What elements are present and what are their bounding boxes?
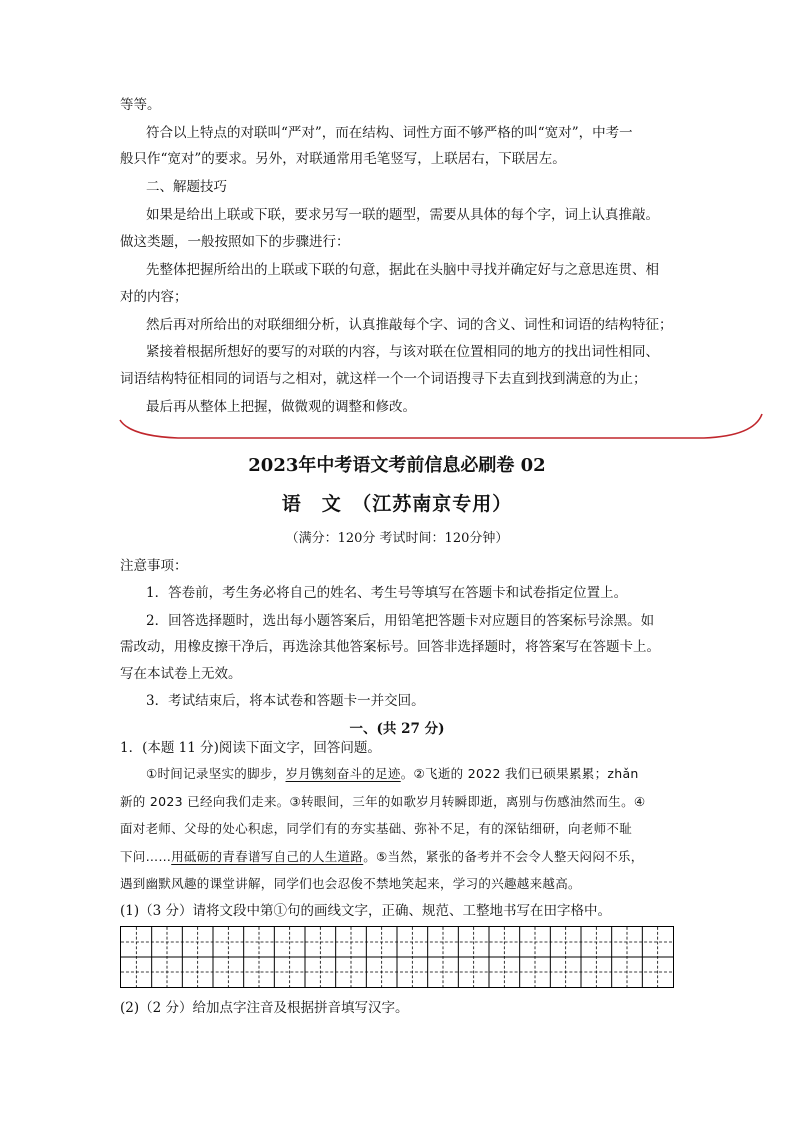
exam-title: 2023年中考语文考前信息必刷卷 02 [248, 455, 546, 476]
notice-item: 需改动，用橡皮擦干净后，再选涂其他答案标号。回答非选择题时，将答案写在答题卡上。 [120, 639, 660, 655]
red-curve-divider [118, 400, 764, 446]
passage-line: 遇到幽默风趣的课堂讲解，同学们也会忍俊不禁地笑起来，学习的兴趣越来越高。 [120, 876, 581, 891]
question-item: (1)（3 分）请将文段中第①句的画线文字，正确、规范、工整地书写在田字格中。 [120, 903, 612, 919]
passage-line [120, 848, 680, 866]
notice-heading: 注意事项： [120, 558, 188, 574]
paragraph-line: 般只作“宽对”的要求。另外，对联通常用毛笔竖写，上联居右，下联居左。 [120, 151, 566, 167]
tianzige-grid[interactable] [120, 926, 674, 988]
passage-line: 新的 2023 已经向我们走来。③转眼间，三年的如歌岁月转瞬即逝，离别与伤感油然而生。④ [120, 794, 646, 809]
paragraph-line: 词语结构特征相同的词语与之相对，就这样一个一个词语搜寻下去直到找到满意的为止； [120, 371, 647, 387]
paragraph-line: 最后再从整体上把握，做微观的调整和修改。 [146, 399, 416, 415]
notice-item: 写在本试卷上无效。 [120, 666, 242, 682]
paragraph-line: 先整体把握所给出的上联或下联的句意，据此在头脑中寻找并确定好与之意思连贯、相 [146, 262, 659, 278]
notice-item: 2．回答选择题时，选出每小题答案后，用铅笔把答题卡对应题目的答案标号涂黑。如 [146, 613, 655, 629]
paragraph-line: 紧接着根据所想好的要写的对联的内容，与该对联在位置相同的地方的找出词性相同、 [146, 344, 659, 360]
question-stem: 1．(本题 11 分)阅读下面文字，回答问题。 [120, 740, 381, 756]
paragraph-line: 做这类题，一般按照如下的步骤进行： [120, 234, 350, 250]
passage-text: 。⑤当然，紧张的备考并不会令人整天闷闷不乐， [363, 849, 644, 864]
exam-meta: （满分：120分 考试时间：120分钟） [285, 531, 509, 546]
passage-text: ①时间记录坚实的脚步， [146, 766, 286, 781]
passage-line [146, 765, 706, 783]
paragraph-line: 如果是给出上联或下联，要求另写一联的题型，需要从具体的每个字，词上认真推敲。 [146, 207, 659, 223]
paragraph-line: 符合以上特点的对联叫“严对”，而在结构、词性方面不够严格的叫“宽对”，中考一 [146, 125, 633, 141]
paragraph-line: 然后再对所给出的对联细细分析，认真推敲每个字、词的含义、词性和词语的结构特征； [146, 317, 673, 333]
notice-item: 1．答卷前，考生务必将自己的姓名、考生号等填写在答题卡和试卷指定位置上。 [146, 585, 628, 601]
part-heading: 一、(共 27 分) [349, 721, 445, 737]
underlined-text: 岁月镌刻奋斗的足迹 [285, 766, 401, 781]
passage-line: 面对老师、父母的处心积虑，同学们有的夯实基础、弥补不足，有的深钻细研，向老师不耻 [120, 821, 633, 836]
paragraph-line: 对的内容； [120, 289, 188, 305]
section-heading: 二、解题技巧 [146, 179, 227, 195]
notice-item: 3．考试结束后，将本试卷和答题卡一并交回。 [146, 693, 425, 709]
passage-text: 下问…… [120, 849, 172, 864]
question-item: (2)（2 分）给加点字注音及根据拼音填写汉字。 [120, 1000, 409, 1016]
text-line: 等等。 [120, 97, 161, 113]
exam-subtitle: 语 文 （江苏南京专用） [281, 493, 513, 515]
underlined-text: 用砥砺的青春谱写自己的人生道路 [171, 849, 364, 864]
passage-text: 。②飞逝的 2022 我们已硕果累累；zhǎn [400, 766, 639, 781]
